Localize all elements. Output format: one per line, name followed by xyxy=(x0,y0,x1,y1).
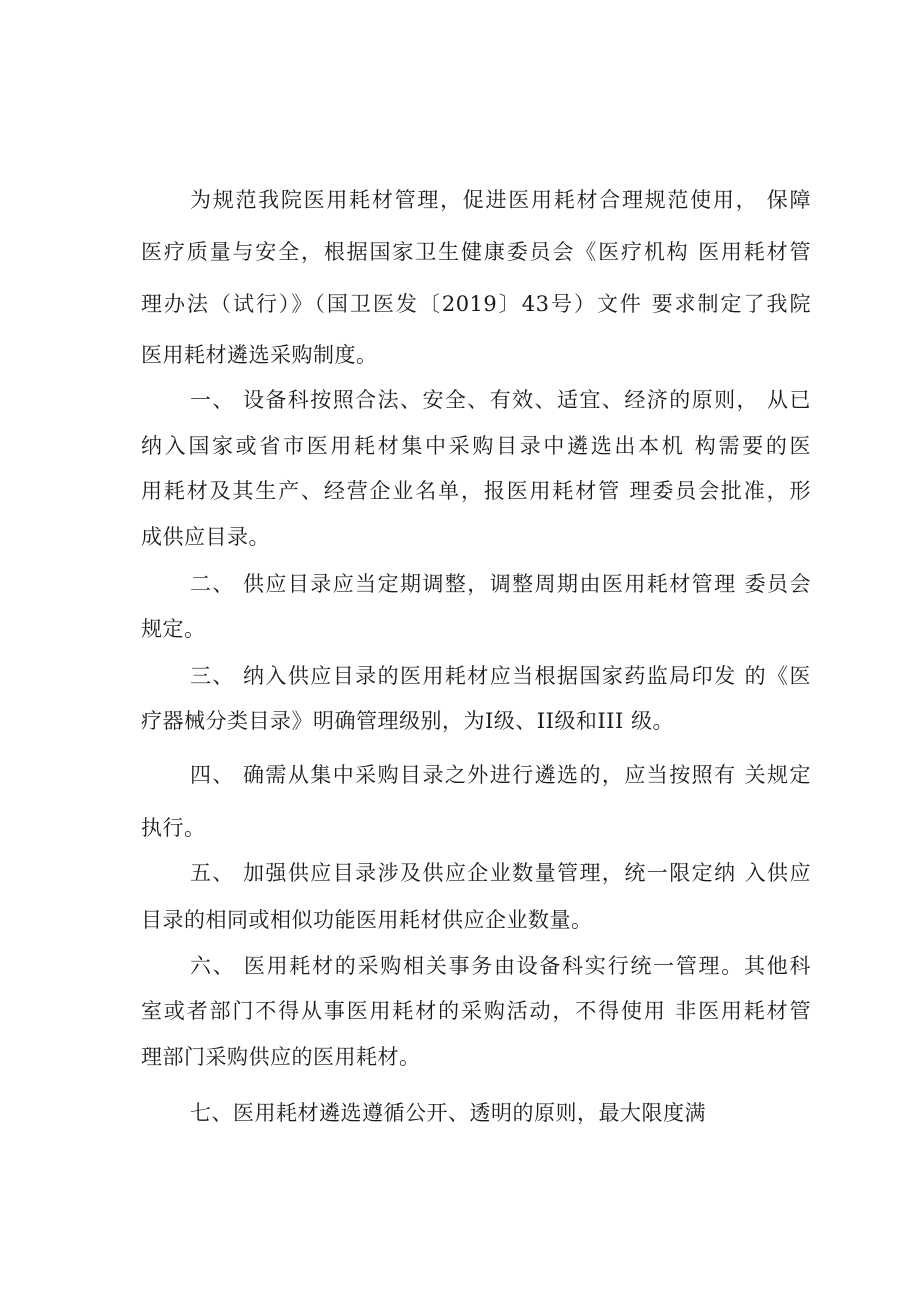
paragraph-line: 二、 供应目录应当定期调整，调整周期由医用耗材管理 委员会 xyxy=(190,572,811,596)
paragraph-line: 五、 加强供应目录涉及供应企业数量管理，统一限定纳 入供应 xyxy=(190,861,811,885)
paragraph-line: 四、 确需从集中采购目录之外进行遴选的，应当按照有 关规定 xyxy=(190,763,811,787)
paragraph-line: 规定。 xyxy=(141,617,206,641)
paragraph-line: 成供应目录。 xyxy=(141,525,270,549)
paragraph-line: 理办法（试行）》（国卫医发〔2019〕43号）文件 要求制定了我院 xyxy=(141,292,811,316)
paragraph-line: 目录的相同或相似功能医用耗材供应企业数量。 xyxy=(141,908,593,932)
paragraph-line: 理部门采购供应的医用耗材。 xyxy=(141,1045,421,1069)
paragraph-line: 为规范我院医用耗材管理，促进医用耗材合理规范使用， 保障 xyxy=(190,188,811,212)
paragraph-line: 疗器械分类目录》明确管理级别，为I级、II级和III 级。 xyxy=(141,709,674,733)
paragraph-line: 七、医用耗材遴选遵循公开、透明的原则，最大限度满 xyxy=(190,1101,706,1125)
paragraph-line: 用耗材及其生产、经营企业名单，报医用耗材管 理委员会批准，形 xyxy=(141,479,811,503)
paragraph-line: 六、 医用耗材的采购相关事务由设备科实行统一管理。其他科 xyxy=(190,954,811,978)
paragraph-line: 医用耗材遴选采购制度。 xyxy=(141,343,378,367)
paragraph-line: 医疗质量与安全，根据国家卫生健康委员会《医疗机构 医用耗材管 xyxy=(141,240,811,264)
paragraph-line: 执行。 xyxy=(141,816,206,840)
paragraph-line: 一、 设备科按照合法、安全、有效、适宜、经济的原则， 从已 xyxy=(190,388,811,412)
paragraph-line: 纳入国家或省市医用耗材集中采购目录中遴选出本机 构需要的医 xyxy=(141,434,811,458)
paragraph-line: 室或者部门不得从事医用耗材的采购活动，不得使用 非医用耗材管 xyxy=(141,999,811,1023)
paragraph-line: 三、 纳入供应目录的医用耗材应当根据国家药监局印发 的《医 xyxy=(190,664,811,688)
